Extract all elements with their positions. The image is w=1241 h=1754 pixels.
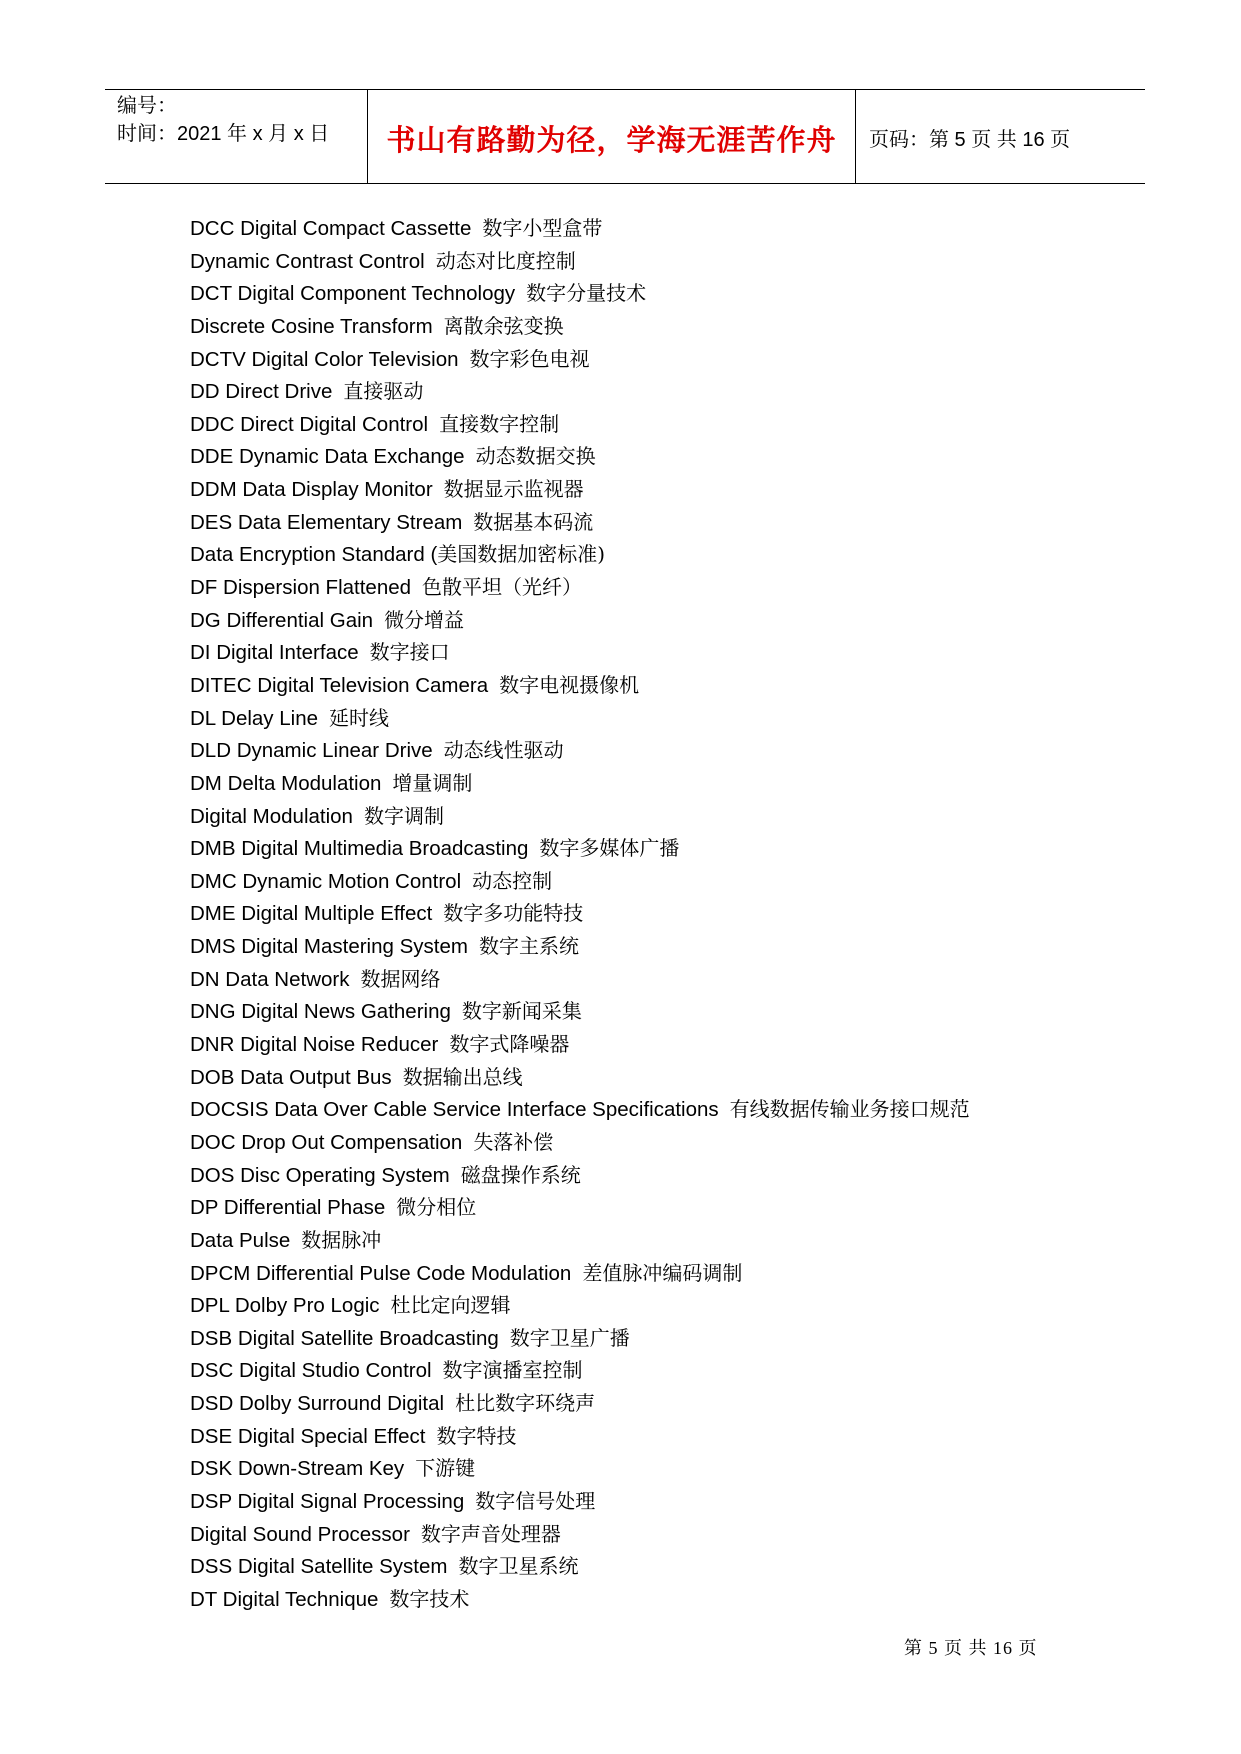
glossary-entry — [190, 473, 1090, 506]
glossary-entry — [190, 995, 1090, 1028]
term-english: Digital Modulation — [190, 804, 353, 828]
term-chinese: 数据输出总线 — [402, 1064, 523, 1089]
term-english: Dynamic Contrast Control — [190, 249, 425, 273]
term-english: DF Dispersion Flattened — [190, 576, 412, 600]
term-english: DD Direct Drive — [190, 380, 333, 404]
term-chinese: 微分增益 — [384, 607, 465, 632]
document-time-label: 时间：2021 年 x 月 x 日 — [117, 123, 330, 145]
document-code-label: 编号： — [117, 95, 177, 117]
term-english: DI Digital Interface — [190, 641, 359, 665]
term-english: DOB Data Output Bus — [190, 1065, 392, 1089]
term-chinese: 数据网络 — [360, 966, 441, 991]
header-left-cell — [105, 90, 367, 183]
term-chinese: 数字分量技术 — [526, 281, 647, 306]
header-middle-cell — [367, 90, 856, 183]
term-chinese: 数字小型盒带 — [482, 216, 603, 240]
glossary-entry — [190, 897, 1090, 930]
term-english: DG Differential Gain — [190, 608, 374, 632]
term-chinese: 延时线 — [329, 705, 390, 730]
term-english: DPCM Differential Pulse Code Modulation — [190, 1261, 572, 1285]
term-english: DES Data Elementary Stream — [190, 510, 463, 534]
term-chinese: 离散余弦变换 — [443, 313, 564, 338]
glossary-entry — [190, 571, 1090, 604]
term-english: DNG Digital News Gathering — [190, 1000, 451, 1024]
term-english: DSP Digital Signal Processing — [190, 1489, 465, 1513]
header-right-cell — [856, 90, 1145, 183]
glossary-entry — [190, 1420, 1090, 1453]
term-chinese: 动态数据交换 — [475, 444, 596, 469]
term-english: DSS Digital Satellite System — [190, 1555, 448, 1579]
glossary-entry — [190, 865, 1090, 898]
term-chinese: 数字调制 — [363, 803, 444, 828]
term-english: DL Delay Line — [190, 706, 319, 730]
glossary-entry — [190, 538, 1090, 571]
term-english: DOS Disc Operating System — [190, 1163, 450, 1187]
glossary-entry — [190, 734, 1090, 767]
term-chinese: 数字多功能特技 — [443, 901, 584, 926]
term-chinese: 下游键 — [415, 1456, 476, 1481]
term-english: DSC Digital Studio Control — [190, 1359, 432, 1383]
term-english: DME Digital Multiple Effect — [190, 902, 433, 926]
glossary-entry — [190, 963, 1090, 996]
term-chinese: 杜比数字环绕声 — [455, 1391, 596, 1416]
glossary-entry — [190, 800, 1090, 833]
glossary-entry — [190, 1583, 1090, 1616]
term-chinese: 数据脉冲 — [301, 1227, 382, 1252]
term-chinese: 数字式降噪器 — [449, 1032, 570, 1057]
term-chinese: 动态对比度控制 — [435, 248, 576, 273]
glossary-entry — [190, 375, 1090, 408]
glossary-entry — [190, 636, 1090, 669]
term-english: DCC Digital Compact Cassette — [190, 217, 472, 240]
glossary-entry — [190, 604, 1090, 637]
term-english: DLD Dynamic Linear Drive — [190, 739, 433, 763]
glossary-entry — [190, 245, 1090, 278]
term-chinese: 数字接口 — [369, 640, 450, 665]
glossary-entry — [190, 702, 1090, 735]
term-english: Digital Sound Processor — [190, 1522, 410, 1546]
glossary-entry — [190, 1289, 1090, 1322]
glossary-entry — [190, 440, 1090, 473]
glossary-entry — [190, 343, 1090, 376]
term-english: DITEC Digital Television Camera — [190, 673, 489, 697]
glossary-entry — [190, 310, 1090, 343]
glossary-entry — [190, 1354, 1090, 1387]
term-chinese: 数字彩色电视 — [469, 346, 590, 371]
term-english: DDC Direct Digital Control — [190, 412, 429, 436]
term-english: Data Encryption Standard ( — [190, 543, 438, 567]
term-english: DM Delta Modulation — [190, 771, 382, 795]
term-english: DNR Digital Noise Reducer — [190, 1033, 439, 1057]
glossary-entry — [190, 930, 1090, 963]
term-english: DDE Dynamic Data Exchange — [190, 445, 465, 469]
term-chinese: 数字技术 — [389, 1586, 470, 1611]
footer-page-number: 第 5 页 共 16 页 — [904, 1638, 1038, 1658]
glossary-entry — [190, 1159, 1090, 1192]
term-chinese: 直接驱动 — [343, 379, 424, 404]
glossary-entry — [190, 1191, 1090, 1224]
term-chinese: 美国数据加密标准) — [437, 542, 606, 567]
glossary-entry — [190, 1126, 1090, 1159]
term-english: DMC Dynamic Motion Control — [190, 869, 462, 893]
glossary-entry — [190, 1518, 1090, 1551]
term-chinese: 增量调制 — [392, 770, 473, 795]
glossary-entry — [190, 1224, 1090, 1257]
glossary-entry — [190, 1257, 1090, 1290]
glossary-entry — [190, 506, 1090, 539]
glossary-entry — [190, 277, 1090, 310]
term-english: DMB Digital Multimedia Broadcasting — [190, 837, 529, 861]
term-english: DOC Drop Out Compensation — [190, 1130, 463, 1154]
glossary-entry — [190, 1061, 1090, 1094]
term-english: DOCSIS Data Over Cable Service Interface Specifications — [190, 1098, 719, 1122]
term-english: DSK Down-Stream Key — [190, 1457, 405, 1481]
term-chinese: 失落补偿 — [473, 1129, 554, 1154]
glossary-entry — [190, 832, 1090, 865]
glossary-entry — [190, 1485, 1090, 1518]
glossary-entry — [190, 767, 1090, 800]
term-chinese: 数据基本码流 — [473, 509, 594, 534]
term-english: Data Pulse — [190, 1228, 291, 1252]
term-chinese: 数字主系统 — [478, 934, 579, 959]
term-chinese: 数字卫星广播 — [509, 1325, 630, 1350]
glossary-entry — [190, 1322, 1090, 1355]
glossary-entry — [190, 408, 1090, 441]
term-english: DDM Data Display Monitor — [190, 478, 433, 502]
term-chinese: 数字多媒体广播 — [539, 836, 680, 861]
term-english: DCTV Digital Color Television — [190, 347, 459, 371]
term-chinese: 数字特技 — [436, 1423, 517, 1448]
term-chinese: 磁盘操作系统 — [460, 1162, 581, 1187]
term-chinese: 有线数据传输业务接口规范 — [729, 1097, 970, 1122]
term-chinese: 差值脉冲编码调制 — [582, 1260, 743, 1285]
term-english: DCT Digital Component Technology — [190, 282, 516, 306]
glossary-entry — [190, 669, 1090, 702]
term-english: DPL Dolby Pro Logic — [190, 1294, 380, 1318]
term-english: DP Differential Phase — [190, 1196, 386, 1220]
term-chinese: 微分相位 — [396, 1195, 477, 1220]
term-chinese: 数字演播室控制 — [442, 1358, 583, 1383]
glossary-entry — [190, 1452, 1090, 1485]
glossary-entry — [190, 1028, 1090, 1061]
term-english: DT Digital Technique — [190, 1587, 379, 1611]
term-chinese: 数字声音处理器 — [420, 1521, 561, 1546]
term-chinese: 直接数字控制 — [439, 411, 560, 436]
document-header — [105, 89, 1145, 184]
header-page-number: 页码：第 5 页 共 16 页 — [869, 129, 1071, 151]
term-chinese: 动态控制 — [472, 868, 553, 893]
term-chinese: 数字信号处理 — [475, 1488, 596, 1513]
term-chinese: 数字电视摄像机 — [499, 672, 640, 697]
term-chinese: 动态线性驱动 — [443, 738, 564, 763]
term-chinese: 数字卫星系统 — [458, 1554, 579, 1579]
term-chinese: 杜比定向逻辑 — [390, 1293, 511, 1318]
glossary-entry — [190, 1093, 1090, 1126]
term-english: Discrete Cosine Transform — [190, 314, 433, 338]
glossary-list — [190, 212, 1090, 1616]
term-english: DN Data Network — [190, 967, 350, 991]
glossary-entry — [190, 1550, 1090, 1583]
term-english: DSD Dolby Surround Digital — [190, 1392, 445, 1416]
term-chinese: 数据显示监视器 — [443, 477, 584, 502]
glossary-entry — [190, 212, 1090, 245]
header-motto: 书山有路勤为径，学海无涯苦作舟 — [386, 123, 837, 157]
term-english: DSE Digital Special Effect — [190, 1424, 426, 1448]
term-chinese: 数字新闻采集 — [461, 999, 582, 1024]
term-chinese: 色散平坦（光纤） — [422, 575, 583, 600]
glossary-entry — [190, 1387, 1090, 1420]
term-english: DSB Digital Satellite Broadcasting — [190, 1326, 499, 1350]
term-english: DMS Digital Mastering System — [190, 935, 468, 959]
